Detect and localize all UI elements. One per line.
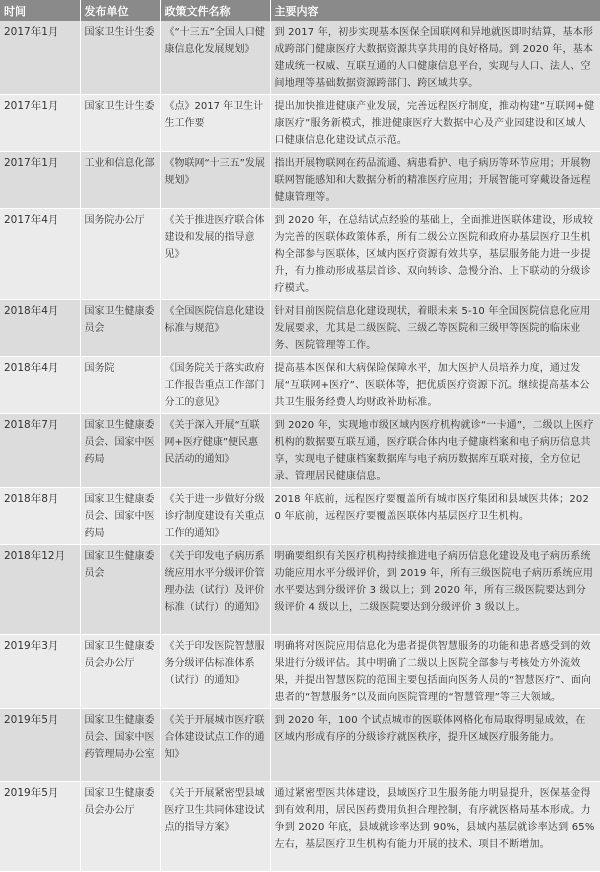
cell-policy: 《全国医院信息化建设标准与规范》 [160,300,270,357]
cell-date: 2018年4月 [0,357,80,414]
cell-content: 通过紧密型医共体建设，县域医疗卫生服务能力明显提升，医保基金得到有效利用，居民医药费用负担合理控制，有序就医格局基本形成。力争到 2020 年底，县域就诊率达到 90%，县域内基层就诊率达到 65%左右，基层医疗卫生机构有能力开展的技术、项目不断增加。 [270,782,600,872]
cell-date: 2017年1月 [0,152,80,209]
header-publisher: 发布单位 [80,0,160,21]
cell-content: 针对目前医院信息化建设现状，着眼未来 5-10 年全国医院信息化应用发展要求，尤其是二级医院、三级乙等医院和三级甲等医院的临床业务、医院管理等工作。 [270,300,600,357]
table-row [0,21,600,95]
cell-date: 2017年1月 [0,95,80,152]
table-row [0,782,600,872]
cell-date: 2019年5月 [0,709,80,782]
table-row [0,635,600,709]
cell-content: 提高基本医保和大病保险保障水平，加大医护人员培养力度，通过发展“互联网+医疗”、医联体等，把优质医疗资源下沉。继续提高基本公共卫生服务经费人均财政补助标准。 [270,357,600,414]
cell-publisher: 国家卫生健康委员会办公厅 [80,635,160,709]
cell-publisher: 国家卫生计生委 [80,21,160,95]
table-row [0,300,600,357]
table-row [0,414,600,488]
cell-content: 到 2020 年，实现地市级区域内医疗机构就诊“一卡通”，二级以上医疗机构的数据要互联互通，医疗联合体内电子健康档案和电子病历信息共享，实现电子健康档案数据库与电子病历数据库互联对接，全方位记录、管理居民健康信息。 [270,414,600,488]
table-row [0,152,600,209]
table-row [0,545,600,635]
cell-policy: 《点》2017 年卫生计生工作要 [160,95,270,152]
cell-date: 2017年1月 [0,21,80,95]
cell-publisher: 国家卫生健康委员会、国家中医药管理局办公室 [80,709,160,782]
cell-policy: 《关于深入开展“互联网+医疗健康”便民惠民活动的通知》 [160,414,270,488]
cell-publisher: 国家卫生健康委员会办公厅 [80,782,160,872]
cell-content: 到 2017 年，初步实现基本医保全国联网和异地就医即时结算，基本形成跨部门健康医疗大数据资源共享共用的良好格局。到 2020 年，基本建成统一权威、互联互通的人口健康信息平台，实现与人口、法人、空间地理等基础数据资源跨部门、跨区域共享。 [270,21,600,95]
table-row [0,95,600,152]
table-row [0,357,600,414]
cell-publisher: 国务院办公厅 [80,209,160,300]
header-date: 时间 [0,0,80,21]
header-row [0,0,600,21]
cell-publisher: 国家卫生计生委 [80,95,160,152]
cell-policy: 《“十三五”全国人口健康信息化发展规划》 [160,21,270,95]
cell-policy: 《关于印发医院智慧服务分级评估标准体系（试行）的通知》 [160,635,270,709]
table-row [0,488,600,545]
cell-publisher: 国家卫生健康委员会、国家中医药局 [80,414,160,488]
cell-content: 到 2020 年，在总结试点经验的基础上，全面推进医联体建设，形成较为完善的医联体政策体系，所有二级公立医院和政府办基层医疗卫生机构全部参与医联体，区域内医疗资源有效共享，基层服务能力进一步提升，有力推动形成基层首诊、双向转诊、急慢分治、上下联动的分级诊疗模式。 [270,209,600,300]
cell-content: 指出开展物联网在药品流通、病患看护、电子病历等环节应用；开展物联网智能感知和大数据分析的精准医疗应用；开展智能可穿戴设备远程健康管理等。 [270,152,600,209]
cell-date: 2019年3月 [0,635,80,709]
cell-policy: 《物联网“十三五”发展规划》 [160,152,270,209]
cell-date: 2018年4月 [0,300,80,357]
header-policy: 政策文件名称 [160,0,270,21]
cell-policy: 《关于进一步做好分级诊疗制度建设有关重点工作的通知》 [160,488,270,545]
cell-publisher: 国务院 [80,357,160,414]
table-row [0,209,600,300]
cell-content: 2018 年底前，远程医疗要覆盖所有城市医疗集团和县域医共体；2020 年底前，远程医疗要覆盖医联体内基层医疗卫生机构。 [270,488,600,545]
cell-date: 2019年5月 [0,782,80,872]
cell-publisher: 国家卫生健康委员会 [80,300,160,357]
cell-policy: 《关于印发电子病历系统应用水平分级评价管理办法（试行）及评价标准（试行）的通知》 [160,545,270,635]
cell-date: 2018年12月 [0,545,80,635]
cell-date: 2018年8月 [0,488,80,545]
cell-publisher: 工业和信息化部 [80,152,160,209]
header-content: 主要内容 [270,0,600,21]
cell-publisher: 国家卫生健康委员会 [80,545,160,635]
cell-policy: 《国务院关于落实政府工作报告重点工作部门分工的意见》 [160,357,270,414]
cell-policy: 《关于推进医疗联合体建设和发展的指导意见》 [160,209,270,300]
cell-date: 2018年7月 [0,414,80,488]
table-row [0,709,600,782]
cell-content: 明确将对医院应用信息化为患者提供智慧服务的功能和患者感受到的效果进行分级评估。其中明确了二级以上医院全部参与考核处方外流效果，并提出智慧医院的范围主要包括面向医务人员的“智慧医疗”、面向患者的“智慧服务”以及面向医院管理的“智慧管理”等三大领域。 [270,635,600,709]
cell-content: 提出加快推进健康产业发展，完善远程医疗制度，推动构建“互联网+健康医疗”服务新模式，推进健康医疗大数据中心及产业园建设和区域人口健康信息化建设试点示范。 [270,95,600,152]
cell-policy: 《关于开展紧密型县域医疗卫生共同体建设试点的指导方案》 [160,782,270,872]
cell-publisher: 国家卫生健康委员会、国家中医药局 [80,488,160,545]
cell-policy: 《关于开展城市医疗联合体建设试点工作的通知》 [160,709,270,782]
cell-content: 到 2020 年，100 个试点城市的医联体网格化布局取得明显成效，在区域内形成有序的分级诊疗就医秩序，提升区域医疗服务能力。 [270,709,600,782]
cell-date: 2017年4月 [0,209,80,300]
cell-content: 明确要组织有关医疗机构持续推进电子病历信息化建设及电子病历系统功能应用水平分级评价，到 2019 年，所有三级医院电子病历系统应用水平要达到分级评价 3 级以上；到 2020 年，所有三级医院要达到分级评价 4 级以上，二级医院要达到分级评价 3 级以上。 [270,545,600,635]
